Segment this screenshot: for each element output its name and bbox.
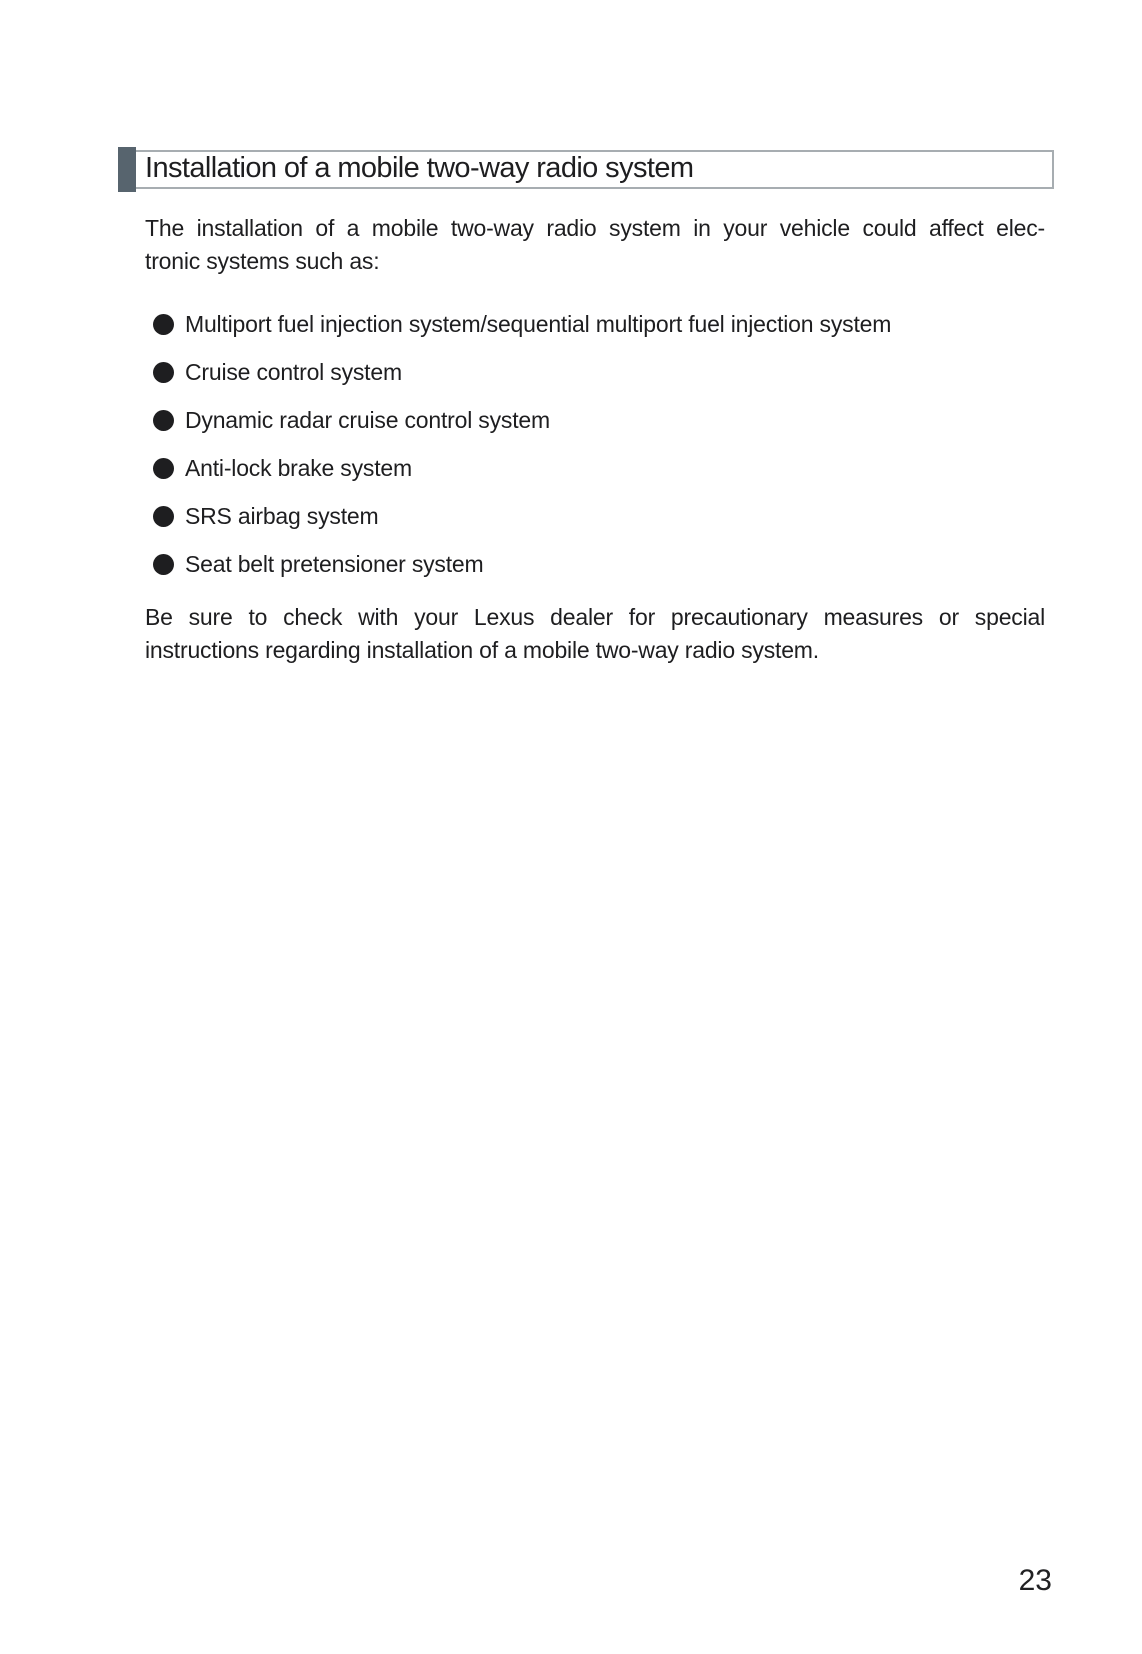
intro-line-1: The installation of a mobile two-way radio system in your vehicle could affect elec- [145, 215, 1045, 241]
list-item [153, 357, 1045, 387]
affected-systems-list [145, 309, 1045, 579]
list-item [153, 549, 1045, 579]
bullet-icon [153, 458, 174, 479]
outro-paragraph [145, 601, 1045, 667]
bullet-icon [153, 554, 174, 575]
list-item-label: Cruise control system [185, 359, 402, 385]
list-item [153, 453, 1045, 483]
intro-paragraph [145, 212, 1045, 278]
bullet-icon [153, 314, 174, 335]
list-item-label: Anti-lock brake system [185, 455, 412, 481]
section-header [118, 147, 1054, 192]
outro-line-1: Be sure to check with your Lexus dealer for precautionary measures or special [145, 604, 1045, 630]
list-item-label: Seat belt pretensioner system [185, 551, 484, 577]
list-item [153, 405, 1045, 435]
list-item-label: Dynamic radar cruise control system [185, 407, 550, 433]
list-item-label: Multiport fuel injection system/sequential multiport fuel injection system [185, 311, 892, 337]
outro-line-2: instructions regarding installation of a mobile two-way radio system. [145, 637, 819, 663]
list-item [153, 309, 1045, 339]
page-number: 23 [1018, 1564, 1052, 1597]
section-title-box [136, 150, 1054, 189]
intro-line-2: tronic systems such as: [145, 248, 380, 274]
body-content [145, 212, 1045, 667]
bullet-icon [153, 410, 174, 431]
page-title: Installation of a mobile two-way radio system [145, 152, 694, 184]
bullet-icon [153, 506, 174, 527]
bullet-icon [153, 362, 174, 383]
list-item [153, 501, 1045, 531]
list-item-label: SRS airbag system [185, 503, 379, 529]
section-accent-bar [118, 147, 136, 192]
